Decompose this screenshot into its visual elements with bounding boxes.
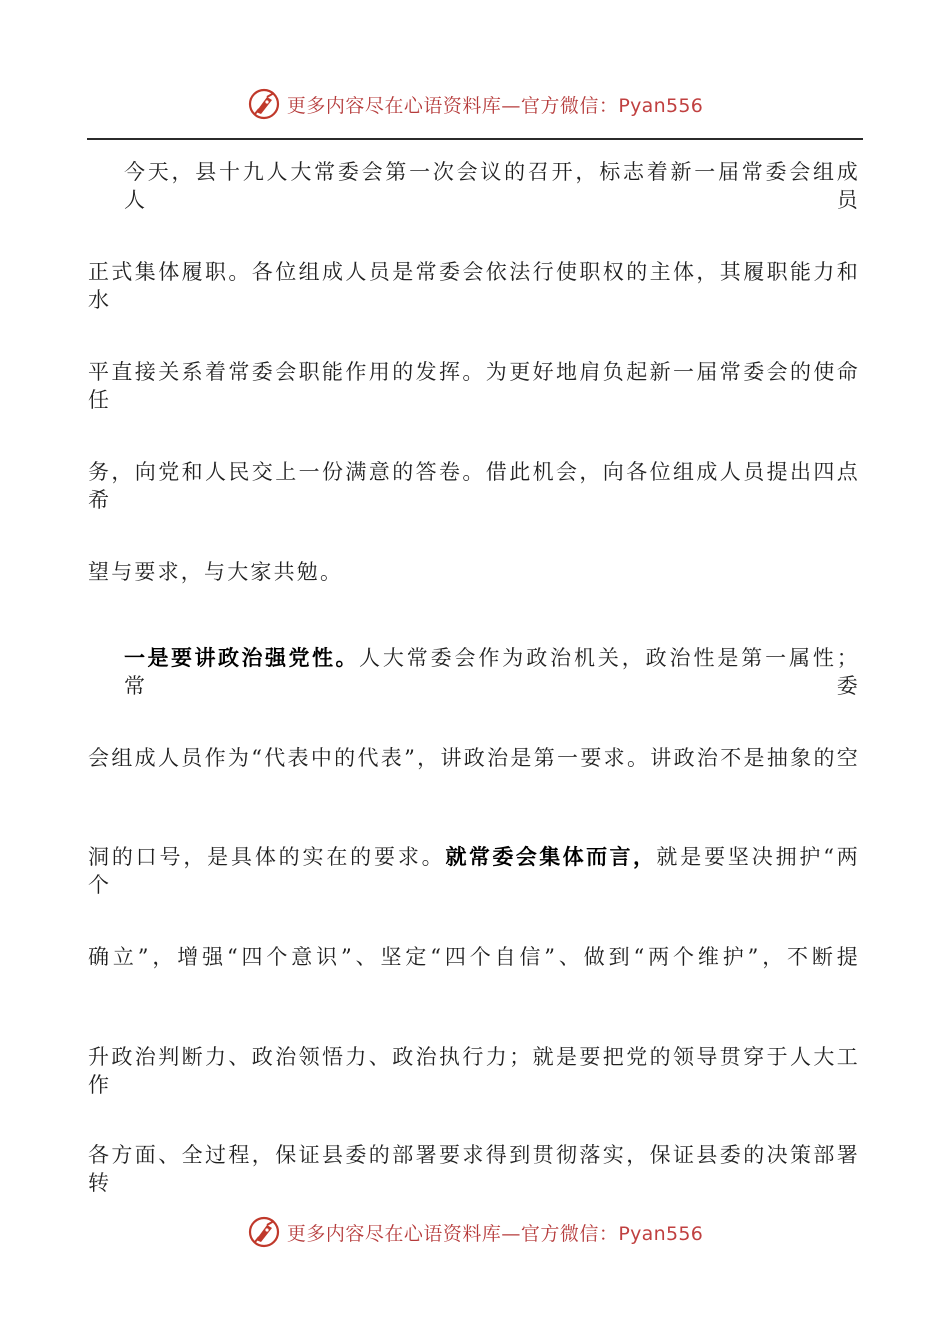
watermark-label: 官方微信： xyxy=(520,1222,619,1245)
point-one-heading: 一是要讲政治强党性。 xyxy=(124,646,359,670)
paragraph-2-line-5: 升政治判断力、政治领悟力、政治执行力；就是要把党的领导贯穿于人大工作 xyxy=(88,1045,860,1097)
footer-watermark xyxy=(0,1212,950,1252)
paragraph-2-line-6: 各方面、全过程，保证县委的部署要求得到贯彻落实，保证县委的决策部署转 xyxy=(88,1143,860,1195)
paragraph-2-line-4: 确立”，增强“四个意识”、坚定“四个自信”、做到“两个维护”，不断提 xyxy=(88,945,860,969)
paragraph-2-line-2: 会组成人员作为“代表中的代表”，讲政治是第一要求。讲政治不是抽象的空 xyxy=(88,746,860,770)
paragraph-1-line-4: 务，向党和人民交上一份满意的答卷。借此机会，向各位组成人员提出四点希 xyxy=(88,460,860,512)
paragraph-2-line-1-text: 人大常委会作为政治机关，政治性是第一属性；常委 xyxy=(124,646,861,698)
watermark-title: 更多内容尽在心语资料库 xyxy=(286,94,502,117)
watermark-handle: Pyan556 xyxy=(618,94,704,117)
paragraph-2-line-3-post: 就是要坚决拥护“两个 xyxy=(88,845,861,897)
watermark-label: 官方微信： xyxy=(520,94,619,117)
header-watermark xyxy=(0,84,950,124)
paragraph-1-line-3: 平直接关系着常委会职能作用的发挥。为更好地肩负起新一届常委会的使命任 xyxy=(88,360,860,412)
paragraph-1-line-2: 正式集体履职。各位组成人员是常委会依法行使职权的主体，其履职能力和水 xyxy=(88,260,860,312)
watermark-text xyxy=(287,1219,703,1246)
watermark-title: 更多内容尽在心语资料库 xyxy=(286,1222,502,1245)
paragraph-2-line-1 xyxy=(124,644,860,700)
paragraph-2-line-3-pre: 洞的口号，是具体的实在的要求。 xyxy=(88,845,446,869)
paragraph-1-line-1: 今天，县十九人大常委会第一次会议的召开，标志着新一届常委会组成人员 xyxy=(124,160,860,212)
paragraph-2-line-3 xyxy=(88,843,860,899)
watermark-separator: — xyxy=(501,94,521,117)
collective-emphasis: 就常委会集体而言， xyxy=(445,845,657,869)
pen-nib-circle-icon xyxy=(247,87,281,121)
watermark-text xyxy=(287,91,703,118)
watermark-handle: Pyan556 xyxy=(618,1222,704,1245)
pen-nib-circle-icon xyxy=(247,1215,281,1249)
watermark-separator: — xyxy=(501,1222,521,1245)
header-rule xyxy=(87,138,863,140)
paragraph-1-line-5: 望与要求，与大家共勉。 xyxy=(88,560,344,584)
